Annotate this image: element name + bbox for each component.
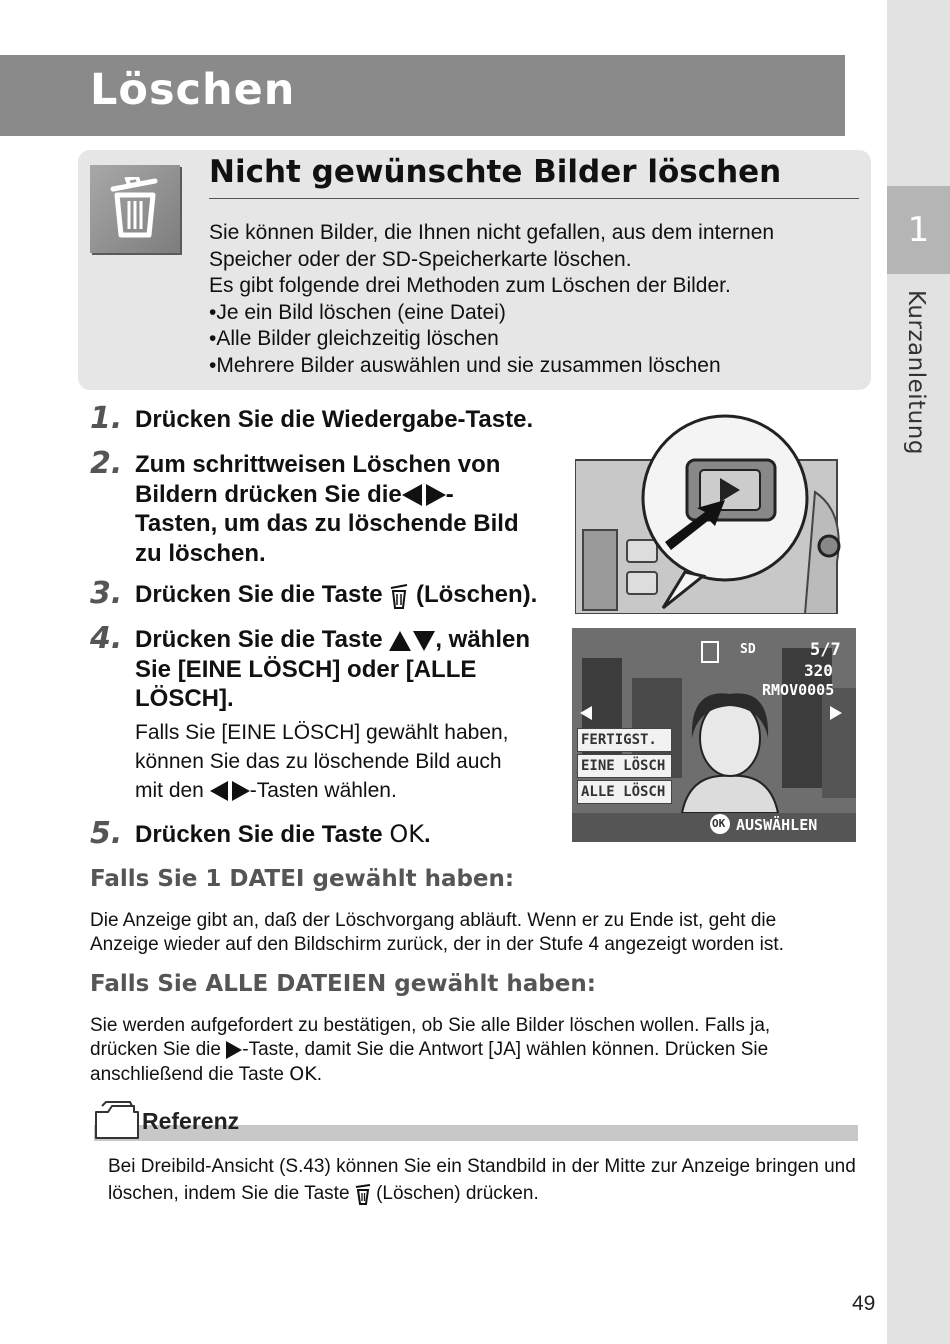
para-line: Sie werden aufgefordert zu bestätigen, ob Sie alle Bilder löschen wollen. Falls ja, <box>90 1015 771 1036</box>
up-down-arrows-icon <box>389 631 435 651</box>
camera-illustration <box>575 412 850 614</box>
ok-key-label: OK <box>289 1063 317 1085</box>
intro-line: Es gibt folgende drei Methoden zum Löschen der Bilder. <box>209 274 731 297</box>
sd-indicator: SD <box>740 642 756 657</box>
frame-counter: 5/7 <box>810 640 841 660</box>
step-text: Drücken Sie die Taste (Löschen). <box>135 581 538 608</box>
para-line: drücken Sie die -Taste, damit Sie die Antwort [JA] wählen können. Drücken Sie <box>90 1039 769 1060</box>
trash-badge <box>90 165 180 253</box>
chapter-number: 1 <box>907 210 930 250</box>
reference-text <box>108 1153 856 1207</box>
left-right-arrows-icon <box>402 484 446 506</box>
trash-icon <box>389 583 409 609</box>
intro-line: •Mehrere Bilder auswählen und sie zusammen löschen <box>209 353 721 377</box>
step-line: Tasten, um das zu löschende Bild <box>135 510 519 537</box>
step-number: 1. <box>90 401 123 436</box>
ref-line: Bei Dreibild-Ansicht (S.43) können Sie ein Standbild in der Mitte zur Anzeige bringen und <box>108 1156 856 1177</box>
remaining-count: 320 <box>804 661 833 680</box>
step-number: 3. <box>90 576 123 611</box>
step-line: Bildern drücken Sie die - <box>135 480 454 508</box>
para-line: anschließend die Taste OK. <box>90 1063 322 1085</box>
note-line: Falls Sie [EINE LÖSCH] gewählt haben, <box>135 721 509 744</box>
intro-box <box>78 150 871 390</box>
trash-icon <box>107 177 163 239</box>
intro-text <box>209 220 774 379</box>
note-line: können Sie das zu löschende Bild auch <box>135 750 502 773</box>
select-hint: AUSWÄHLEN <box>736 816 818 834</box>
menu-delete-all[interactable]: ALLE LÖSCH <box>577 780 672 804</box>
para-line: Die Anzeige gibt an, daß der Löschvorgang abläuft. Wenn er zu Ende ist, geht die <box>90 910 777 931</box>
menu-done[interactable]: FERTIGST. <box>577 728 672 752</box>
title-bar <box>0 55 845 136</box>
section-heading-one-file: Falls Sie 1 DATEI gewählt haben: <box>90 866 515 892</box>
page-number: 49 <box>852 1292 876 1315</box>
para-line: Anzeige wieder auf den Bildschirm zurück, der in der Stufe 4 angezeigt worden ist. <box>90 934 784 955</box>
file-name: RMOV0005 <box>762 681 835 699</box>
intro-line: •Alle Bilder gleichzeitig löschen <box>209 327 499 350</box>
intro-heading: Nicht gewünschte Bilder löschen <box>209 154 782 190</box>
section-text-one-file <box>90 909 784 957</box>
step-line: LÖSCH]. <box>135 685 234 712</box>
step-text: Drücken Sie die Taste OK. <box>135 820 431 848</box>
step-text <box>135 450 519 568</box>
ref-line: löschen, indem Sie die Taste (Löschen) drücken. <box>108 1183 539 1204</box>
ok-key-label: OK <box>389 820 424 848</box>
intro-divider <box>209 198 859 199</box>
step-note <box>135 718 509 805</box>
step-text <box>135 625 530 714</box>
section-text-all-files <box>90 1014 770 1087</box>
menu-delete-one[interactable]: EINE LÖSCH <box>577 754 672 778</box>
step-line: Sie [EINE LÖSCH] oder [ALLE <box>135 655 477 683</box>
left-right-arrows-icon <box>210 781 250 801</box>
intro-line: Speicher oder der SD-Speicherkarte löschen. <box>209 247 632 271</box>
intro-line: •Je ein Bild löschen (eine Datei) <box>209 300 506 324</box>
folder-icon <box>94 1100 140 1140</box>
page-title: Löschen <box>90 65 296 115</box>
chapter-tab[interactable] <box>887 186 950 274</box>
step-number: 4. <box>90 621 123 656</box>
step-number: 2. <box>90 446 123 481</box>
right-arrow-icon <box>226 1041 242 1059</box>
step-line: Zum schrittweisen Löschen von <box>135 451 501 478</box>
trash-icon <box>355 1183 371 1205</box>
chapter-label: Kurzanleitung <box>903 290 929 455</box>
intro-line: Sie können Bilder, die Ihnen nicht gefallen, aus dem internen <box>209 221 775 244</box>
note-line: mit den -Tasten wählen. <box>135 779 397 802</box>
section-heading-all-files: Falls Sie ALLE DATEIEN gewählt haben: <box>90 971 596 997</box>
step-line: Drücken Sie die Taste , wählen <box>135 626 531 653</box>
step-number: 5. <box>90 816 123 851</box>
camera-lcd-screen <box>572 628 856 842</box>
step-text: Drücken Sie die Wiedergabe-Taste. <box>135 406 534 433</box>
reference-title: Referenz <box>142 1108 240 1134</box>
step-line: zu löschen. <box>135 539 266 567</box>
ok-icon: OK <box>712 817 726 830</box>
